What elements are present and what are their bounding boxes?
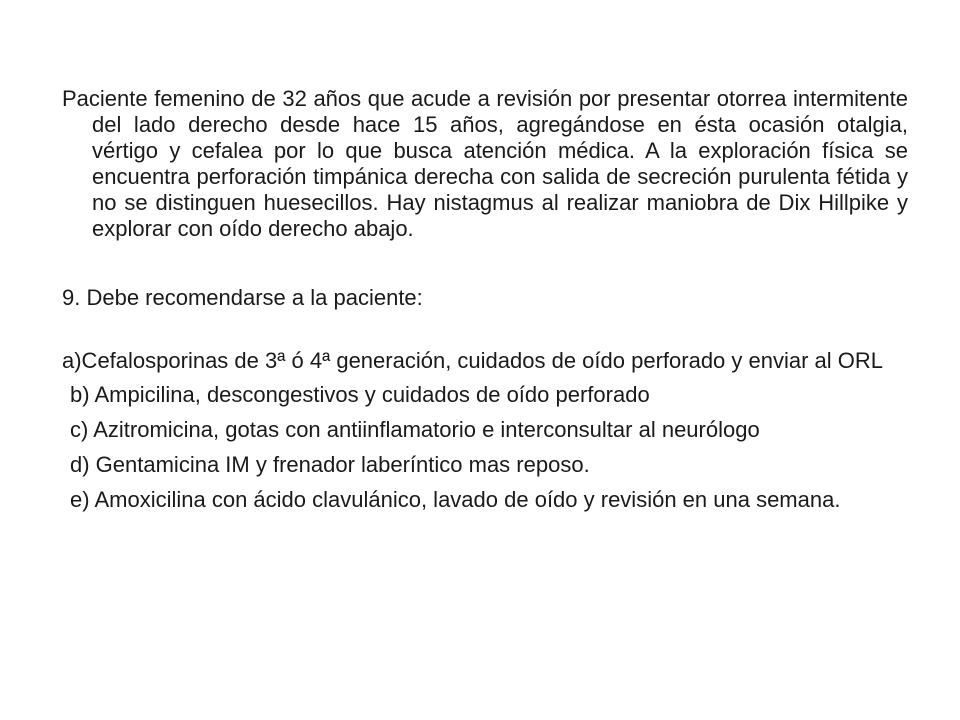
option-c: c) Azitromicina, gotas con antiinflamatorio e interconsultar al neurólogo xyxy=(70,417,760,442)
option-e: e) Amoxicilina con ácido clavulánico, lavado de oído y revisión en una semana. xyxy=(70,487,841,512)
option-d: d) Gentamicina IM y frenador laberíntico mas reposo. xyxy=(70,452,590,477)
option-b: b) Ampicilina, descongestivos y cuidados de oído perforado xyxy=(70,382,650,407)
answer-options xyxy=(62,348,908,522)
question-prompt: 9. Debe recomendarse a la paciente: xyxy=(62,285,423,310)
case-description: Paciente femenino de 32 años que acude a revisión por presentar otorrea intermitente del lado derecho desde hace 15 años, agregándose en ésta ocasión otalgia, vértigo y cefalea por lo que busca atención médica. A la exploración física se encuentra perforación timpánica derecha con salida de secreción purulenta fétida y no se distinguen huesecillos. Hay nistagmus al realizar maniobra de Dix Hillpike y explorar con oído derecho abajo. xyxy=(62,86,908,241)
option-a: a)Cefalosporinas de 3ª ó 4ª generación, cuidados de oído perforado y enviar al ORL xyxy=(62,348,884,373)
